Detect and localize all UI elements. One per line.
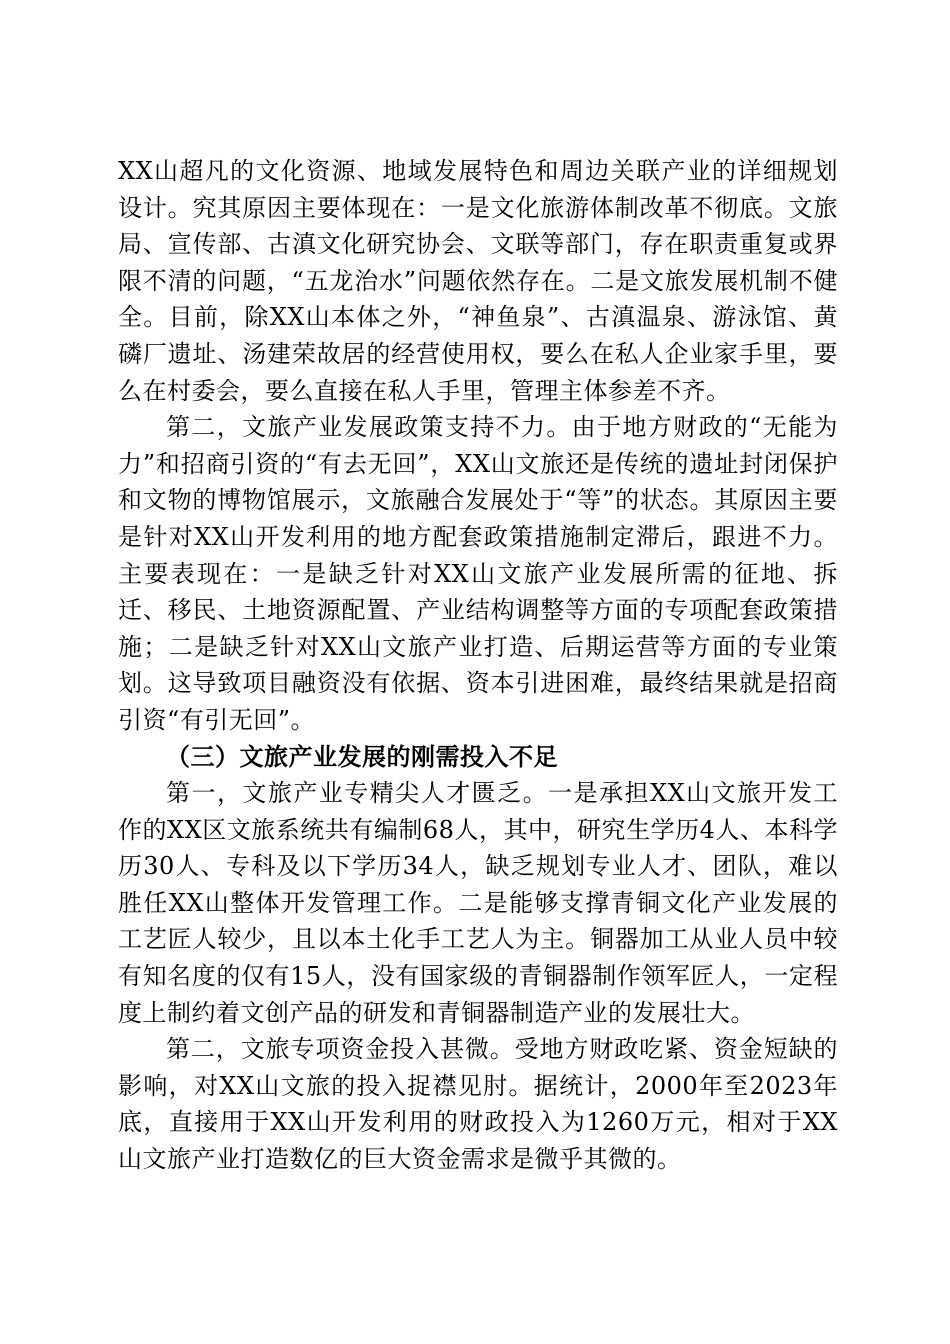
section-heading-investment: （三）文旅产业发展的刚需投入不足 bbox=[166, 741, 558, 771]
paragraph-policy-support: 第二，文旅产业发展政策支持不力。由于地方财政的“无能为力”和招商引资的“有去无回”，XX山文旅还是传统的遗址封闭保护和文物的博物馆展示，文旅融合发展处于“等”的状态。其原因主要是针对XX山开发利用的地方配套政策措施制定滞后，跟进不力。主要表现在：一是缺乏针对XX山文旅产业发展所需的征地、拆迁、移民、土地资源配置、产业结构调整等方面的专项配套政策措施；二是缺乏针对XX山文旅产业打造、后期运营等方面的专业策划。这导致项目融资没有依据、资本引进困难，最终结果就是招商引资“有引无回”。 bbox=[118, 413, 838, 734]
document-body bbox=[118, 153, 838, 1178]
paragraph-continuation: XX山超凡的文化资源、地域发展特色和周边关联产业的详细规划设计。究其原因主要体现在：一是文化旅游体制改革不彻底。文旅局、宣传部、古滇文化研究协会、文联等部门，存在职责重复或界限不清的问题，“五龙治水”问题依然存在。二是文旅发展机制不健全。目前，除XX山本体之外，“神鱼泉”、古滇温泉、游泳馆、黄磷厂遗址、汤建荣故居的经营使用权，要么在私人企业家手里，要么在村委会，要么直接在私人手里，管理主体参差不齐。 bbox=[118, 157, 838, 405]
paragraph-funding-shortage: 第二，文旅专项资金投入甚微。受地方财政吃紧、资金短缺的影响，对XX山文旅的投入捉襟见肘。据统计，2000年至2023年底，直接用于XX山开发利用的财政投入为1260万元，相对于XX山文旅产业打造数亿的巨大资金需求是微乎其微的。 bbox=[118, 1035, 838, 1174]
paragraph-talent-shortage: 第一，文旅产业专精尖人才匮乏。一是承担XX山文旅开发工作的XX区文旅系统共有编制68人，其中，研究生学历4人、本科学历30人、专科及以下学历34人，缺乏规划专业人才、团队，难以胜任XX山整体开发管理工作。二是能够支撑青铜文化产业发展的工艺匠人较少，且以本土化手工艺人为主。铜器加工从业人员中较有知名度的仅有15人，没有国家级的青铜器制作领军匠人，一定程度上制约着文创产品的研发和青铜器制造产业的发展壮大。 bbox=[118, 779, 838, 1027]
